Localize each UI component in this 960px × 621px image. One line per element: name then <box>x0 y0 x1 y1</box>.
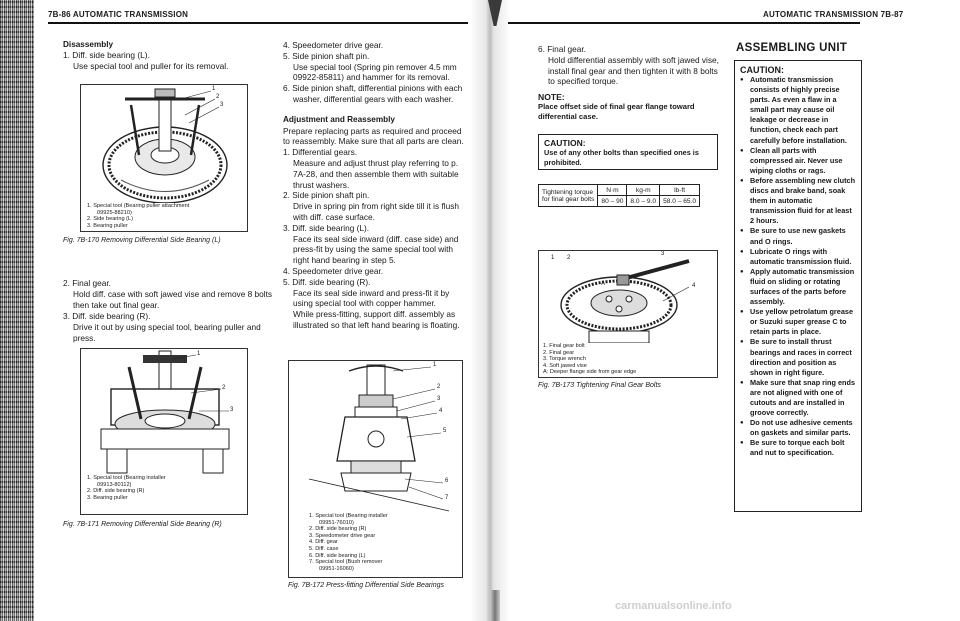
torque-label-line-1: Tightening torque <box>542 188 594 196</box>
fig173-legend-a: A: Deeper flange side from gear edge <box>543 369 637 376</box>
fig170-legend-2: 2. Side bearing (L) <box>87 216 134 223</box>
step-5-title: 5. Side pinion shaft pin. <box>283 50 370 61</box>
fig172-legend-1: 1. Special tool (Bearing installer <box>309 513 388 519</box>
fig173-callout-a: A <box>601 281 606 287</box>
right-page-header: AUTOMATIC TRANSMISSION 7B-87 <box>763 10 904 19</box>
fig173-callout-2: 2 <box>567 255 571 261</box>
torque-value-lbft: 58.0 – 65.0 <box>660 196 700 207</box>
fig173-callout-4: 4 <box>692 283 696 289</box>
fig170-legend-3: 3. Bearing puller <box>87 222 128 229</box>
final-gear-step-text: Hold differential assembly with soft jawed vise, install final gear and then tighten it with 8 bolts to specified torque. <box>548 54 719 87</box>
gutter-shadow-bottom <box>490 590 500 621</box>
figure-172 <box>288 360 463 578</box>
fig173-legend-3: 3. Torque wrench <box>543 356 586 363</box>
fig171-legend-1: 1. Special tool (Bearing installer <box>87 475 166 481</box>
fig172-callout-4: 4 <box>439 408 443 414</box>
fig170-legend-1b: 09925-88210) <box>97 209 132 216</box>
adjust-step-1-text: Measure and adjust thrust play referring to p. 7A-28, and then assemble them with suitable thrust washers. <box>293 157 459 190</box>
caution-bullet-11: ● Be sure to torque each bolt and nut to specification. <box>740 438 856 458</box>
disassembly-step-1: 1. Diff. side bearing (L). <box>63 50 150 61</box>
torque-header-lbft: lb-ft <box>660 185 700 196</box>
disassembly-heading: Disassembly <box>63 40 114 49</box>
caution-bullet-10: ● Do not use adhesive cements on gaskets and similar parts. <box>740 418 856 438</box>
fig170-callout-3: 3 <box>220 102 224 108</box>
left-page-header: 7B-86 AUTOMATIC TRANSMISSION <box>48 10 189 19</box>
note-block <box>538 92 722 122</box>
adjust-step-3-text: Face its seal side inward (diff. case side) and press-fit by using the same special tool with right hand bearing in step 5. <box>293 233 459 266</box>
caution-bullet-9: ● Make sure that snap ring ends are not aligned with one of cutouts and are installed in groove correctly. <box>740 378 856 418</box>
torque-header-nm: N·m <box>598 185 627 196</box>
fig172-callout-2: 2 <box>437 384 441 390</box>
adjust-step-2: 2. Side pinion shaft pin. <box>283 190 370 201</box>
step-3-text: Drive it out by using special tool, bearing puller and press. <box>73 322 261 343</box>
fig172-legend-4: 4. Diff. gear <box>309 539 338 546</box>
adjustment-heading: Adjustment and Reassembly <box>283 114 395 124</box>
figure-173 <box>538 250 718 378</box>
fig170-callout-1: 1 <box>212 86 216 92</box>
torque-value-kgm: 8.0 – 9.0 <box>627 196 660 207</box>
caution-bullet-6: ● Apply automatic transmission fluid on sliding or rotating surfaces of the parts before assembly. <box>740 267 856 307</box>
fig171-legend-3: 3. Bearing puller <box>87 494 128 501</box>
figure-173-caption: Fig. 7B-173 Tightening Final Gear Bolts <box>538 382 661 389</box>
step-3-title: 3. Diff. side bearing (R). <box>63 311 151 321</box>
fig172-legend-6: 6. Diff. side bearing (L) <box>309 552 366 559</box>
fig173-callout-1: 1 <box>551 255 555 261</box>
torque-label-line-2: for final gear bolts <box>542 195 595 203</box>
fig172-callout-7: 7 <box>445 495 449 501</box>
note-title: NOTE: <box>538 92 565 102</box>
fig172-callout-3: 3 <box>437 396 441 402</box>
torque-value-nm: 80 – 90 <box>598 196 627 207</box>
fig172-legend-1b: 09951-76010) <box>319 519 354 526</box>
left-header-rule <box>48 22 468 24</box>
figure-170-caption: Fig. 7B-170 Removing Differential Side Bearing (L) <box>63 237 221 244</box>
note-text: Place offset side of final gear flange toward differential case. <box>538 102 695 122</box>
figure-171-caption: Fig. 7B-171 Removing Differential Side Bearing (R) <box>63 521 222 528</box>
fig170-callout-2: 2 <box>216 94 220 100</box>
final-gear-step <box>538 44 722 87</box>
fig171-callout-3: 3 <box>230 407 234 413</box>
step-2-title: 2. Final gear. <box>63 278 111 288</box>
fig173-legend-2: 2. Final gear <box>543 349 575 356</box>
book-gutter <box>470 0 510 621</box>
assembling-caution-list <box>740 75 856 459</box>
adjust-step-4: 4. Speedometer drive gear. <box>283 265 384 276</box>
caution-bolts-title: CAUTION: <box>544 138 586 148</box>
fig172-callout-1: 1 <box>433 362 437 368</box>
torque-label <box>539 185 598 207</box>
caution-bullet-7: ● Use yellow petrolatum grease or Suzuki super grease C to retain parts in place. <box>740 307 856 337</box>
fig173-legend-4: 4. Soft jawed vise <box>543 362 587 369</box>
fig172-legend-5: 5. Diff. case <box>309 545 339 552</box>
step-5-text: Use special tool (Spring pin remover 4.5 mm 09922-85811) and hammer for its removal. <box>293 61 457 83</box>
fig172-callout-6: 6 <box>445 478 449 484</box>
caution-bullet-2: ● Clean all parts with compressed air. Never use wiping cloths or rags. <box>740 146 856 176</box>
fig172-legend-7: 7. Special tool (Bush remover <box>309 559 383 566</box>
adjust-step-3: 3. Diff. side bearing (L). <box>283 222 370 233</box>
fig171-legend-1b: 09913-80112) <box>97 481 132 488</box>
fig173-callout-3: 3 <box>661 251 665 257</box>
caution-bolts-box <box>538 134 718 170</box>
caution-bullet-1: ● Automatic transmission consists of highly precise parts. As even a flaw in a small part may cause oil leakage or decrease in function, check each part carefully before installation. <box>740 75 856 146</box>
fig171-legend-2: 2. Diff. side bearing (R) <box>87 488 145 495</box>
torque-header-kgm: kg-m <box>627 185 660 196</box>
fig172-legend-3: 3. Speedometer drive gear <box>309 532 376 539</box>
fig171-callout-1: 1 <box>197 351 201 357</box>
assembling-caution-title: CAUTION: <box>740 65 784 75</box>
disassembly-step-1-text: Use special tool and puller for its removal. <box>73 60 229 71</box>
final-gear-step-title: 6. Final gear. <box>538 44 586 54</box>
figure-170 <box>80 84 248 232</box>
adjustment-intro: Prepare replacing parts as required and proceed to reassembly. Make sure that all parts are clean. <box>283 125 464 147</box>
page-binding-edge <box>0 0 34 621</box>
figure-173-legend <box>543 343 713 376</box>
disassembly-section <box>63 40 263 71</box>
adjust-step-1: 1. Differential gears. <box>283 147 358 158</box>
fig170-legend-1: 1. Special tool (Bearing puller attachment <box>87 203 190 209</box>
adjust-step-5-text: Face its seal side inward and press-fit it by using special tool with copper hammer. <box>293 287 450 309</box>
adjust-step-5-note: While press-fitting, support diff. assembly as illustrated so that left hand bearing is floating. <box>293 309 460 330</box>
fig172-callout-5: 5 <box>443 428 447 434</box>
assembling-unit-title: ASSEMBLING UNIT <box>736 42 848 54</box>
caution-bolts-text: Use of any other bolts than specified ones is prohibited. <box>544 148 699 167</box>
assembling-caution-box <box>734 60 862 512</box>
figure-170-legend <box>87 203 237 229</box>
caution-bullet-3: ● Before assembling new clutch discs and brake band, soak them in automatic transmission fluid for at least 2 hours. <box>740 176 856 226</box>
adjust-step-2-text: Drive in spring pin from right side till it is flush with diff. case surface. <box>293 201 459 222</box>
figure-171-legend <box>87 475 237 501</box>
right-header-rule <box>508 22 860 24</box>
step-4-title: 4. Speedometer drive gear. <box>283 40 384 50</box>
torque-table <box>538 184 700 207</box>
caution-bullet-8: ● Be sure to install thrust bearings and races in correct direction and position as shown in right figure. <box>740 337 856 377</box>
left-page-column-2 <box>283 40 467 331</box>
figure-171 <box>80 348 248 515</box>
watermark: carmanualsonline.info <box>615 600 732 612</box>
fig171-callout-2: 2 <box>222 385 226 391</box>
step-2-text: Hold diff. case with soft jawed vise and remove 8 bolts then take out final gear. <box>73 289 273 310</box>
fig173-legend-1: 1. Final gear bolt <box>543 343 585 349</box>
adjust-step-5: 5. Diff. side bearing (R). <box>283 276 371 287</box>
caution-bullet-5: ● Lubricate O rings with automatic transmission fluid. <box>740 247 856 267</box>
figure-172-caption: Fig. 7B-172 Press-fitting Differential Side Bearings <box>288 582 445 589</box>
fig172-legend-2: 2. Diff. side bearing (R) <box>309 526 367 533</box>
figure-172-legend <box>309 513 459 572</box>
fig172-legend-7b: 09951-16060) <box>319 565 354 572</box>
caution-bullet-4: ● Be sure to use new gaskets and O rings. <box>740 226 856 246</box>
step-6-text: 6. Side pinion shaft, differential pinions with each washer, differential gears with each washer. <box>283 83 463 104</box>
disassembly-steps-2-3 <box>63 278 278 344</box>
